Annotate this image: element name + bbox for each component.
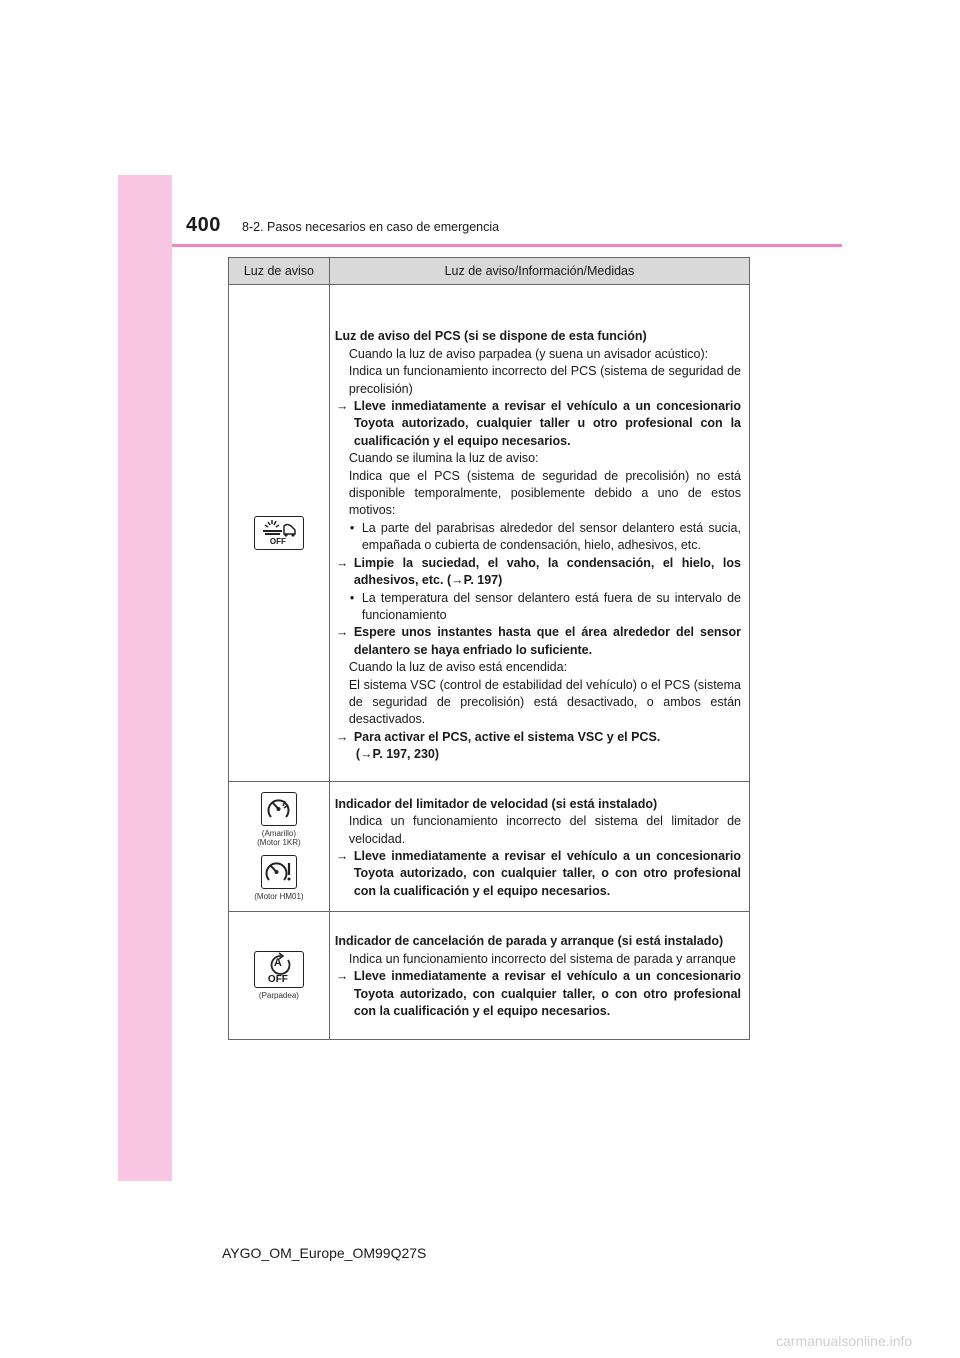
page-ref-arrow: →	[451, 573, 464, 588]
action-item: → Espere unos instantes hasta que el área alrededor del sensor delantero se haya enfriado lo suficiente.	[335, 625, 741, 657]
section-title: 8-2. Pasos necesarios en caso de emergencia	[242, 220, 500, 234]
header-rule	[172, 244, 842, 247]
arrow-icon: →	[335, 729, 349, 744]
arrow-icon: →	[335, 555, 349, 570]
action-item: → Lleve inmediatamente a revisar el vehículo a un concesionario Toyota autorizado, cualquier taller u otro profesional con la cualificación y el equipo necesarios.	[335, 399, 741, 448]
speed-limiter-warning-icon	[261, 855, 297, 889]
row-title: Luz de aviso del PCS (si se dispone de esta función)	[334, 329, 647, 344]
table-row	[229, 912, 750, 1040]
icon-cell	[229, 912, 330, 1040]
icon-caption: (Motor HM01)	[254, 892, 304, 901]
arrow-icon: →	[335, 969, 349, 984]
warning-lights-table	[228, 257, 750, 1040]
icon-caption: (Parpadea)	[258, 991, 299, 1000]
watermark: carmanualsonline.info	[776, 1333, 913, 1349]
info-cell	[329, 782, 749, 912]
info-text: Indica que el PCS (sistema de seguridad de precolisión) no está disponible temporalmente, posiblemente debido a uno de estos motivos:	[348, 468, 741, 518]
page-reference: P. 197, 230)	[372, 747, 440, 762]
side-tab-band	[118, 175, 172, 1181]
action-item: → Para activar el PCS, active el sistema VSC y el PCS. (→P. 197, 230)	[335, 729, 661, 762]
stop-start-off-icon	[254, 951, 304, 988]
info-text: Cuando la luz de aviso está encendida:	[348, 660, 568, 675]
stop-start-letter: A	[273, 957, 282, 969]
action-item: → Lleve inmediatamente a revisar el vehículo a un concesionario Toyota autorizado, con cualquier taller, o con otro profesional con la cualificación y el equipo necesarios.	[335, 969, 741, 1019]
table-row	[229, 782, 750, 912]
info-cell	[329, 912, 749, 1040]
table-row	[229, 285, 750, 782]
arrow-icon: →	[335, 849, 349, 863]
page-ref-arrow: (→	[355, 747, 373, 762]
table-header-row	[229, 258, 750, 285]
column-header-warning-light: Luz de aviso	[229, 258, 330, 285]
arrow-icon: →	[335, 625, 349, 640]
info-text: Indica un funcionamiento incorrecto del sistema de parada y arranque	[348, 951, 736, 966]
icon-caption: (Amarillo)	[261, 829, 297, 838]
pcs-off-label: OFF	[269, 537, 286, 546]
bullet-item: • La parte del parabrisas alrededor del sensor delantero está sucia, empañada o cubierta de condensación, hielo, adhesivos, etc.	[349, 520, 741, 553]
column-header-info: Luz de aviso/Información/Medidas	[329, 258, 749, 285]
row-title: Indicador del limitador de velocidad (si está instalado)	[334, 796, 658, 811]
bullet-icon: •	[349, 590, 355, 605]
action-item: → Lleve inmediatamente a revisar el vehículo a un concesionario Toyota autorizado, con cualquier taller, o con otro profesional con la cualificación y el equipo necesarios.	[335, 849, 741, 898]
bullet-item: • La temperatura del sensor delantero está fuera de su intervalo de funcionamiento	[349, 590, 741, 622]
action-item: → Limpie la suciedad, el vaho, la condensación, el hielo, los adhesivos, etc. (→P. 197)	[335, 555, 741, 588]
icon-caption: (Motor 1KR)	[257, 838, 301, 847]
page-number: 400	[186, 214, 221, 236]
info-text: El sistema VSC (control de estabilidad del vehículo) o el PCS (sistema de seguridad de precolisión) está desactivado, o ambos están desactivados.	[348, 677, 741, 727]
page-reference: P. 197)	[463, 573, 503, 588]
info-text: Cuando la luz de aviso parpadea (y suena un avisador acústico):	[348, 346, 709, 361]
pcs-off-warning-icon	[254, 516, 304, 550]
icon-cell	[229, 782, 330, 912]
row-title: Indicador de cancelación de parada y arranque (si está instalado)	[334, 934, 724, 949]
stop-start-off-label: OFF	[267, 974, 288, 985]
info-text: Cuando se ilumina la luz de aviso:	[348, 451, 539, 466]
arrow-icon: →	[335, 399, 349, 414]
bullet-icon: •	[349, 520, 355, 535]
info-cell	[329, 285, 749, 782]
document-code: AYGO_OM_Europe_OM99Q27S	[222, 1245, 427, 1261]
info-text: Indica un funcionamiento incorrecto del sistema del limitador de velocidad.	[348, 814, 741, 846]
info-text: Indica un funcionamiento incorrecto del PCS (sistema de seguridad de precolisión)	[348, 364, 741, 396]
speed-limiter-icon	[261, 792, 297, 826]
icon-cell	[229, 285, 330, 782]
